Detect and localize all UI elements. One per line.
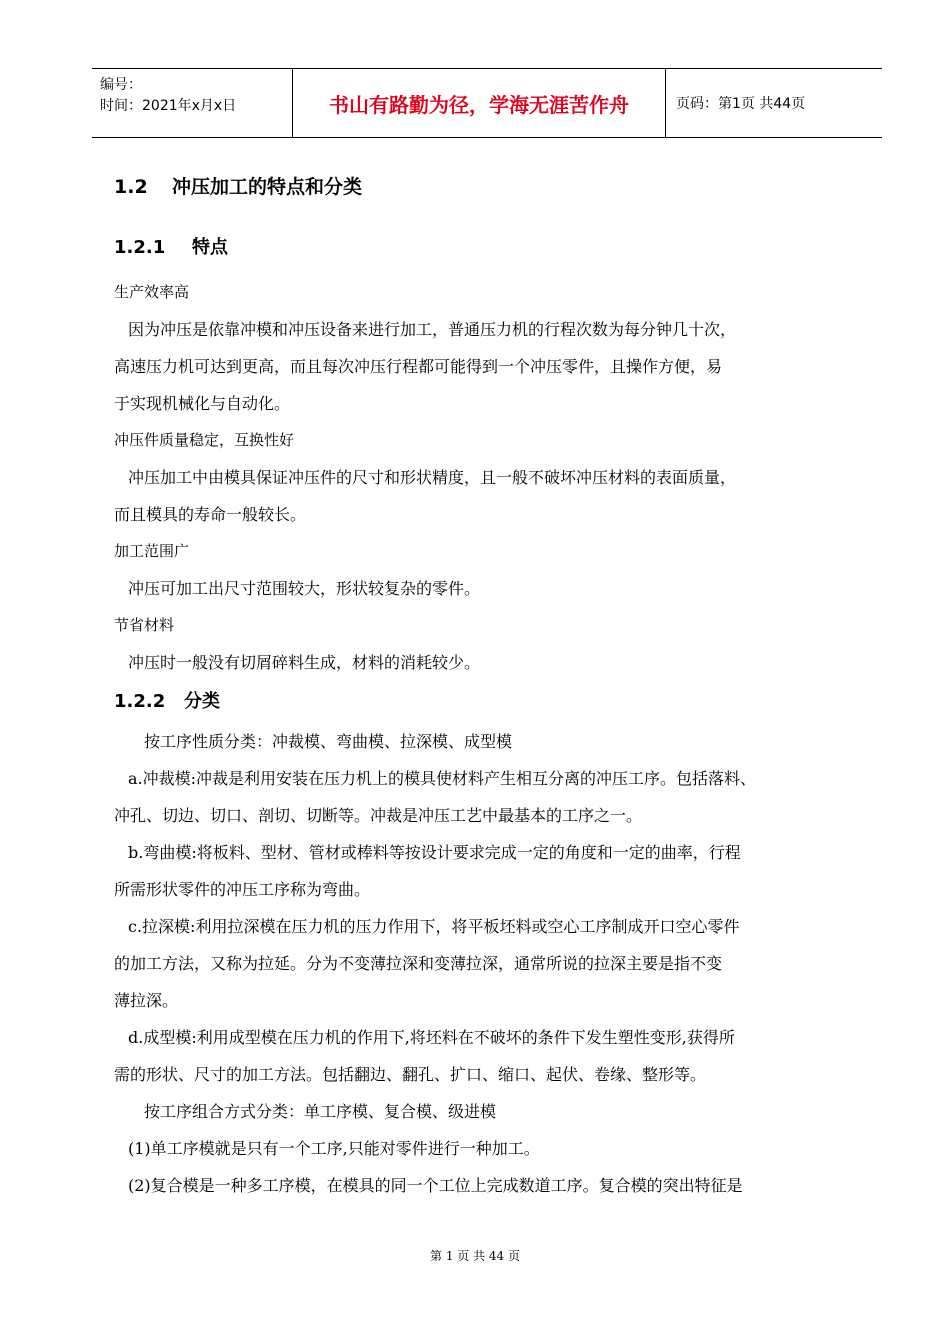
subsection-title: 特点 — [192, 237, 228, 258]
header-meta — [92, 69, 293, 137]
paragraph-line: 因为冲压是依靠冲模和冲压设备来进行加工，普通压力机的行程次数为每分钟几十次， — [128, 320, 737, 339]
feature-item-efficiency — [114, 274, 864, 422]
feature-label: 加工范围广 — [114, 542, 190, 560]
header-number-label: 编号： — [100, 77, 142, 93]
paragraph-line: 冲孔、切边、切口、剖切、切断等。冲裁是冲压工艺中最基本的工序之一。 — [114, 806, 643, 825]
paragraph-line: c.拉深模:利用拉深模在压力机的压力作用下，将平板坯料或空心工序制成开口空心零件 — [128, 917, 740, 936]
section-number: 1.2 — [114, 176, 148, 198]
paragraph-line: b.弯曲模:将板料、型材、管材或棒料等按设计要求完成一定的角度和一定的曲率，行程 — [128, 843, 741, 862]
subsection-heading-features — [114, 233, 864, 263]
classification-by-process: 按工序性质分类：冲裁模、弯曲模、拉深模、成型模 — [144, 732, 513, 751]
feature-item-range — [114, 533, 864, 607]
process-item-bending — [114, 834, 864, 908]
feature-label: 冲压件质量稳定，互换性好 — [114, 431, 295, 449]
paragraph-line: 需的形状、尺寸的加工方法。包括翻边、翻孔、扩口、缩口、起伏、卷缘、整形等。 — [114, 1065, 707, 1084]
header-time-label: 时间：2021年x月x日 — [100, 98, 237, 114]
paragraph-line: 所需形状零件的冲压工序称为弯曲。 — [114, 880, 371, 899]
paragraph-line: 于实现机械化与自动化。 — [114, 394, 291, 413]
header-motto: 书山有路勤为径，学海无涯苦作舟 — [293, 69, 666, 137]
paragraph-line: d.成型模:利用成型模在压力机的作用下,将坯料在不破坏的条件下发生塑性变形,获得所 — [128, 1028, 735, 1047]
paragraph-line: 的加工方法，又称为拉延。分为不变薄拉深和变薄拉深，通常所说的拉深主要是指不变 — [114, 954, 723, 973]
feature-item-quality — [114, 422, 864, 533]
paragraph-line: a.冲裁模:冲裁是利用安装在压力机上的模具使材料产生相互分离的冲压工序。包括落料、 — [128, 769, 757, 788]
subsection-number: 1.2.1 — [114, 237, 166, 258]
paragraph-line: 高速压力机可达到更高，而且每次冲压行程都可能得到一个冲压零件，且操作方便，易 — [114, 357, 723, 376]
section-title: 冲压加工的特点和分类 — [172, 176, 363, 198]
process-item-forming — [114, 1019, 864, 1093]
page-footer: 第 1 页 共 44 页 — [430, 1249, 520, 1263]
paragraph-line: 冲压可加工出尺寸范围较大，形状较复杂的零件。 — [128, 579, 481, 598]
feature-label: 生产效率高 — [114, 283, 190, 301]
combination-item-compound: (2)复合模是一种多工序模，在模具的同一个工位上完成数道工序。复合模的突出特征是 — [128, 1176, 743, 1195]
feature-item-material — [114, 607, 864, 681]
paragraph-line: 薄拉深。 — [114, 991, 179, 1010]
process-item-drawing — [114, 908, 864, 1019]
feature-label: 节省材料 — [114, 616, 175, 634]
classification-by-combination: 按工序组合方式分类：单工序模、复合模、级进模 — [144, 1102, 497, 1121]
page-header — [92, 68, 882, 138]
combination-item-single: (1)单工序模就是只有一个工序,只能对零件进行一种加工。 — [128, 1139, 540, 1158]
header-page-label: 页码：第1页 共44页 — [676, 96, 806, 112]
paragraph-line: 冲压加工中由模具保证冲压件的尺寸和形状精度，且一般不破坏冲压材料的表面质量， — [128, 468, 737, 487]
process-item-blanking — [114, 760, 864, 834]
document-body — [114, 170, 864, 1204]
subsection-heading-classification — [114, 687, 864, 717]
paragraph-line: 冲压时一般没有切屑碎料生成，材料的消耗较少。 — [128, 653, 481, 672]
subsection-title: 分类 — [184, 691, 220, 712]
section-heading — [114, 170, 864, 204]
subsection-number: 1.2.2 — [114, 691, 166, 712]
paragraph-line: 而且模具的寿命一般较长。 — [114, 505, 307, 524]
